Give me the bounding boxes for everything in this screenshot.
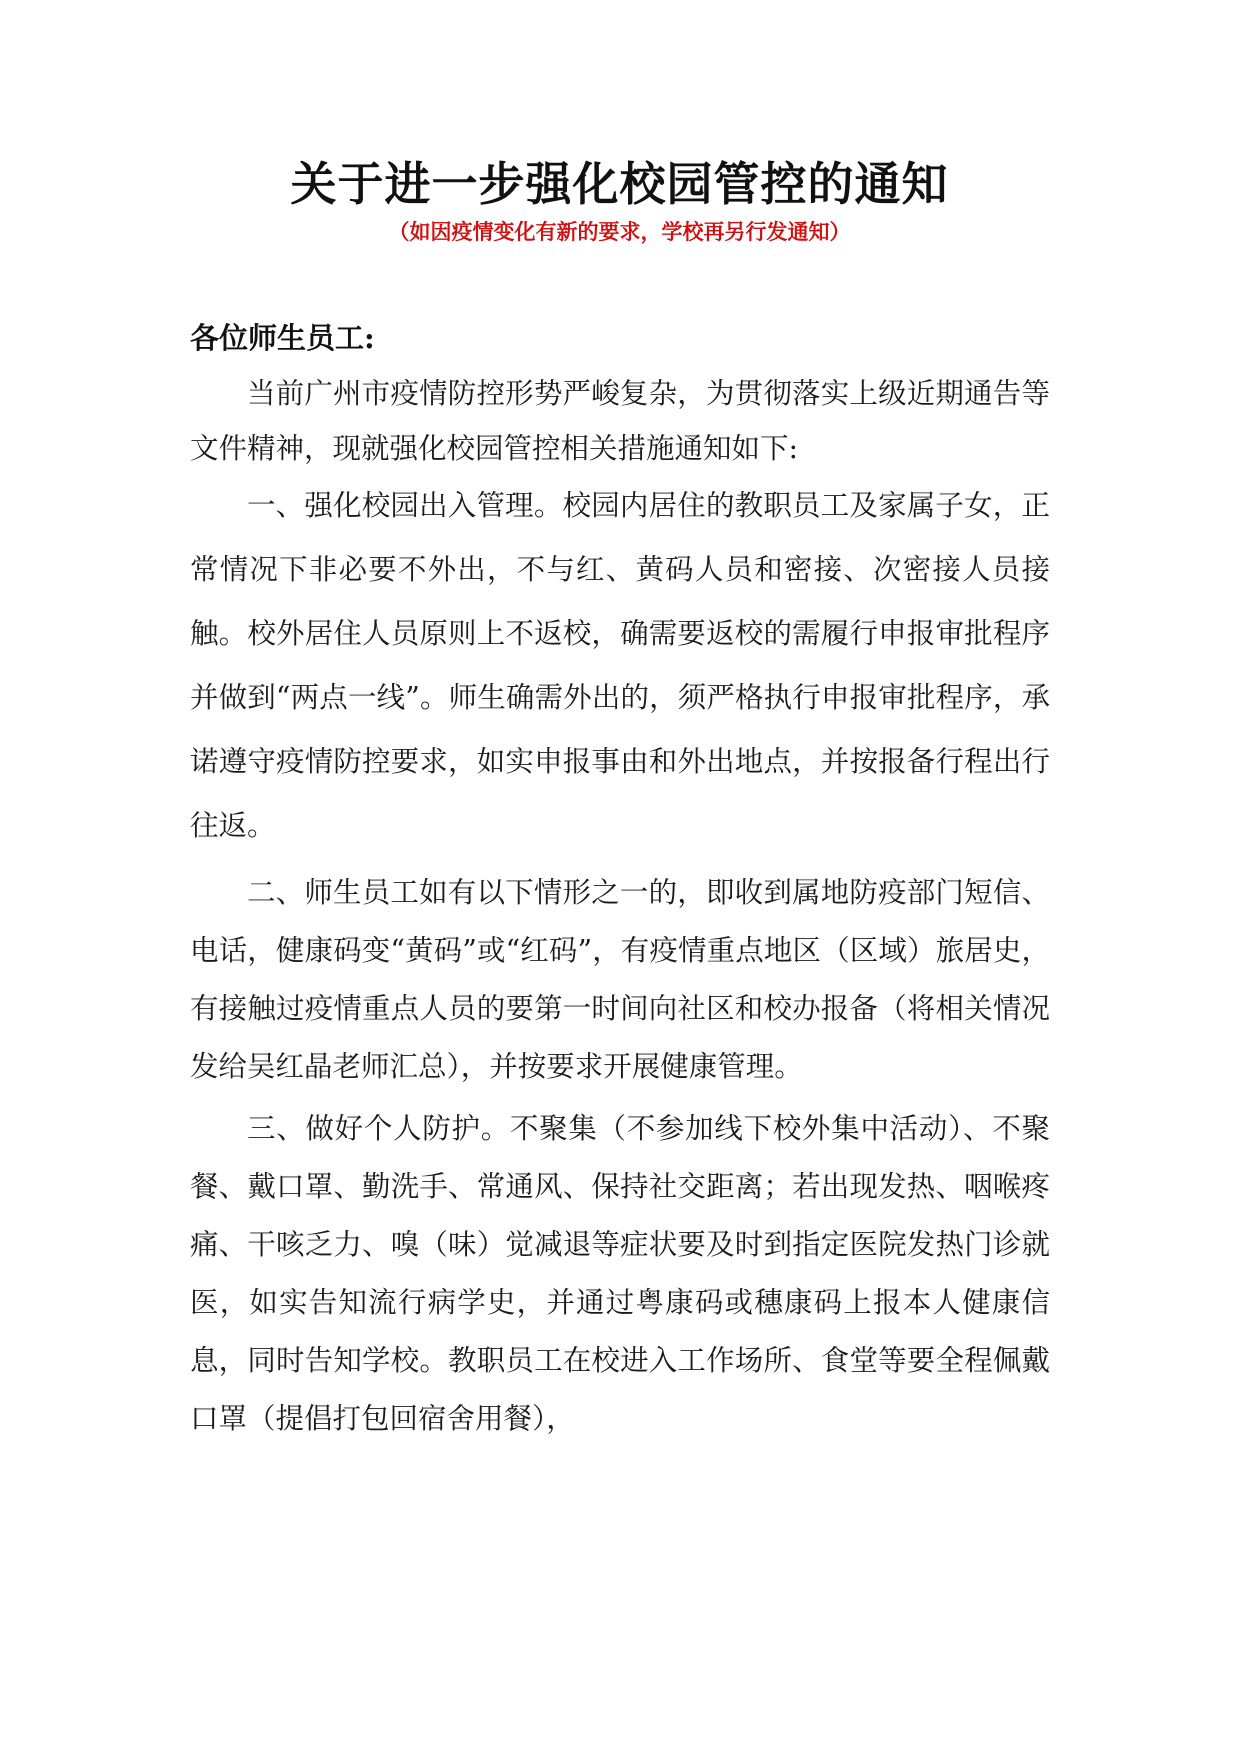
document-body bbox=[190, 318, 1050, 1448]
paragraph-item-1: 一、强化校园出入管理。校园内居住的教职员工及家属子女，正常情况下非必要不外出，不与红、黄码人员和密接、次密接人员接触。校外居住人员原则上不返校，确需要返校的需履行申报审批程序并做到“两点一线”。师生确需外出的，须严格执行申报审批程序，承诺遵守疫情防控要求，如实申报事由和外出地点，并按报备行程出行往返。 bbox=[190, 489, 1050, 842]
document-title: 关于进一步强化校园管控的通知 bbox=[290, 157, 949, 211]
salutation: 各位师生员工: bbox=[190, 321, 375, 355]
paragraph-item-3: 三、做好个人防护。不聚集（不参加线下校外集中活动）、不聚餐、戴口罩、勤洗手、常通风、保持社交距离；若出现发热、咽喉疼痛、干咳乏力、嗅（味）觉减退等症状要及时到指定医院发热门诊就医，如实告知流行病学史，并通过粤康码或穗康码上报本人健康信息，同时告知学校。教职员工在校进入工作场所、食堂等要全程佩戴口罩（提倡打包回宿舍用餐）， bbox=[190, 1112, 1050, 1435]
paragraph-item-2: 二、师生员工如有以下情形之一的，即收到属地防疫部门短信、电话，健康码变“黄码”或“红码”，有疫情重点地区（区域）旅居史，有接触过疫情重点人员的要第一时间向社区和校办报备（将相关情况发给吴红晶老师汇总），并按要求开展健康管理。 bbox=[190, 876, 1050, 1083]
paragraph-intro: 当前广州市疫情防控形势严峻复杂，为贯彻落实上级近期通告等文件精神，现就强化校园管控相关措施通知如下: bbox=[190, 377, 1050, 465]
document-subtitle: （如因疫情变化有新的要求，学校再另行发通知） bbox=[388, 219, 851, 244]
